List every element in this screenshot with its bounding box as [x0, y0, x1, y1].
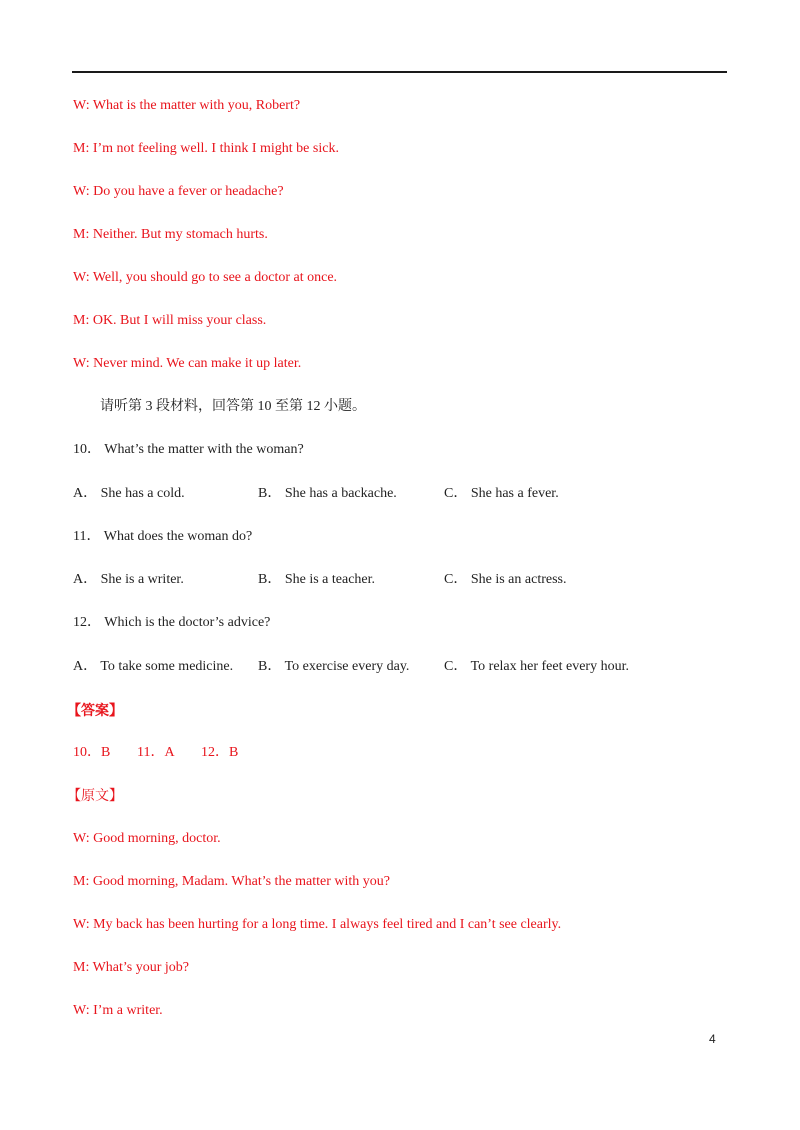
option-b: B． She has a backache.	[258, 486, 397, 501]
option-a: A． She is a writer.	[73, 572, 184, 587]
question-stem: 10． What’s the matter with the woman?	[73, 442, 304, 457]
option-b: B． She is a teacher.	[258, 572, 376, 587]
dialogue-line: W: Never mind. We can make it up later.	[73, 356, 302, 371]
dialogue-line: W: I’m a writer.	[73, 1003, 163, 1018]
option-c: C． To relax her feet every hour.	[444, 659, 629, 674]
header-rule	[72, 71, 727, 73]
answer-item: 11．A	[137, 745, 175, 760]
dialogue-line: W: My back has been hurting for a long time. I always feel tired and I can’t see clearly.	[73, 917, 562, 932]
dialogue-line: M: What’s your job?	[73, 960, 190, 975]
dialogue-line: M: Good morning, Madam. What’s the matter with you?	[73, 874, 391, 889]
transcript-heading: 【原文】	[67, 789, 123, 804]
answer-list	[73, 744, 238, 762]
question-stem: 11． What does the woman do?	[73, 529, 253, 544]
option-a: A． To take some medicine.	[73, 659, 234, 674]
option-c: C． She is an actress.	[444, 572, 567, 587]
page-number: 4	[709, 1032, 716, 1046]
dialogue-line: W: Well, you should go to see a doctor at once.	[73, 270, 338, 285]
dialogue-line: M: I’m not feeling well. I think I might be sick.	[73, 141, 339, 156]
option-c: C． She has a fever.	[444, 486, 559, 501]
dialogue-line: W: Do you have a fever or headache?	[73, 184, 284, 199]
answer-item: 12．B	[201, 745, 239, 760]
section-instruction: 请听第 3 段材料，回答第 10 至第 12 小题。	[100, 399, 366, 414]
dialogue-line: M: Neither. But my stomach hurts.	[73, 227, 268, 242]
dialogue-line: M: OK. But I will miss your class.	[73, 313, 267, 328]
option-a: A． She has a cold.	[73, 486, 185, 501]
option-b: B． To exercise every day.	[258, 659, 410, 674]
answer-item: 10．B	[73, 745, 111, 760]
dialogue-line: W: Good morning, doctor.	[73, 831, 221, 846]
question-stem: 12． Which is the doctor’s advice?	[73, 615, 271, 630]
dialogue-line: W: What is the matter with you, Robert?	[73, 98, 301, 113]
answer-heading: 【答案】	[67, 704, 123, 719]
